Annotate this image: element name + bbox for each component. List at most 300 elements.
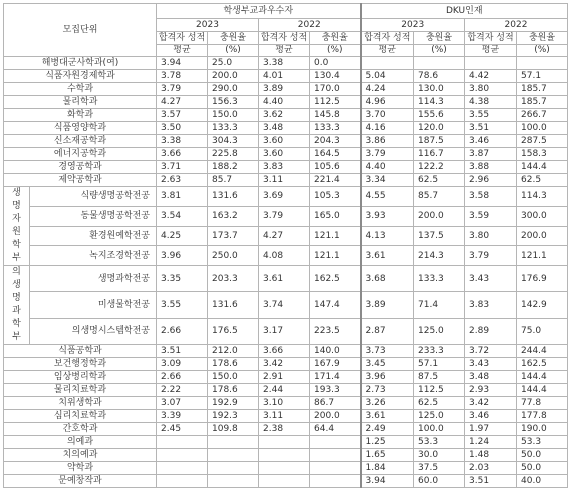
ratio-cell: 62.5 [414,397,465,410]
table-row [4,462,568,475]
score-cell: 3.42 [465,397,517,410]
score-header: 합격자 성적 [157,32,208,45]
ratio-cell: 140.0 [310,345,361,358]
score-cell: 2.66 [157,371,208,384]
table-row [4,475,568,488]
table-header [4,4,568,57]
score-cell: 3.43 [465,266,517,292]
score-header: 합격자 성적 [361,32,414,45]
score-cell: 2.96 [465,174,517,187]
score-cell: 3.51 [465,475,517,488]
ratio-cell: 156.3 [208,96,259,109]
score-cell: 1.25 [361,436,414,449]
ratio-cell: 57.1 [414,358,465,371]
score-cell: 3.09 [157,358,208,371]
group2-header: DKU인재 [361,4,568,19]
ratio-cell: 304.3 [208,135,259,148]
score-cell: 3.38 [157,135,208,148]
score-cell: 2.38 [259,423,310,436]
ratio-cell: 190.0 [517,423,568,436]
table-row [4,206,568,226]
pct-header: (%) [310,45,361,57]
table-row [4,318,568,344]
score-cell: 3.79 [157,83,208,96]
score-cell: 3.96 [157,246,208,266]
score-cell: 3.39 [157,410,208,423]
score-cell: 2.49 [361,423,414,436]
score-header: 합격자 성적 [465,32,517,45]
ratio-cell: 114.3 [517,187,568,207]
admission-results-table-wrap [3,3,568,488]
score-cell: 3.38 [259,57,310,70]
ratio-cell: 137.5 [414,226,465,246]
ratio-cell: 223.5 [310,318,361,344]
unit-name: 물리학과 [4,96,157,109]
ratio-cell: 200.0 [414,206,465,226]
avg-header: 평균 [259,45,310,57]
ratio-cell: 200.0 [517,226,568,246]
ratio-cell: 25.0 [208,57,259,70]
table-row [4,449,568,462]
ratio-cell: 121.1 [517,246,568,266]
score-header: 합격자 성적 [259,32,310,45]
ratio-cell: 130.0 [414,83,465,96]
unit-name: 치의예과 [4,449,157,462]
ratio-cell: 100.0 [414,423,465,436]
ratio-cell: 188.2 [208,161,259,174]
ratio-cell: 155.6 [414,109,465,122]
unit-name: 화학과 [4,109,157,122]
ratio-cell: 192.3 [208,410,259,423]
ratio-cell [208,436,259,449]
table-row [4,109,568,122]
ratio-cell: 200.0 [208,70,259,83]
ratio-cell: 100.0 [517,122,568,135]
table-row [4,226,568,246]
ratio-cell: 85.7 [414,187,465,207]
unit-name: 신소재공학과 [4,135,157,148]
ratio-cell: 300.0 [517,206,568,226]
avg-header: 평균 [465,45,517,57]
score-cell: 3.89 [259,83,310,96]
unit-name: 식량생명공학전공 [30,187,157,207]
score-cell: 3.58 [465,187,517,207]
score-cell: 3.51 [157,345,208,358]
score-cell: 3.55 [465,109,517,122]
ratio-header: 충원율 [517,32,568,45]
table-row [4,423,568,436]
unit-name: 수학과 [4,83,157,96]
table-row [4,436,568,449]
ratio-cell: 37.5 [414,462,465,475]
score-cell: 3.10 [259,397,310,410]
unit-name: 제약공학과 [4,174,157,187]
ratio-cell: 50.0 [517,462,568,475]
score-cell: 3.11 [259,410,310,423]
ratio-cell: 122.2 [414,161,465,174]
score-cell: 2.66 [157,318,208,344]
unit-name: 심리치료학과 [4,410,157,423]
ratio-cell: 165.0 [310,206,361,226]
ratio-cell: 145.8 [310,109,361,122]
table-row [4,345,568,358]
ratio-cell: 125.0 [414,318,465,344]
ratio-cell: 86.7 [310,397,361,410]
score-cell: 3.72 [465,345,517,358]
ratio-cell: 85.7 [208,174,259,187]
score-cell: 4.96 [361,96,414,109]
ratio-cell: 77.8 [517,397,568,410]
score-cell: 3.79 [465,246,517,266]
score-cell: 3.48 [465,371,517,384]
ratio-cell [310,449,361,462]
ratio-cell: 185.7 [517,83,568,96]
ratio-cell: 131.6 [208,292,259,318]
ratio-cell: 170.0 [310,83,361,96]
score-cell: 3.11 [259,174,310,187]
ratio-cell: 130.4 [310,70,361,83]
ratio-cell: 125.0 [414,410,465,423]
ratio-cell: 144.4 [517,161,568,174]
ratio-cell [414,57,465,70]
ratio-cell: 105.6 [310,161,361,174]
score-cell [157,449,208,462]
unit-name: 환경원예학전공 [30,226,157,246]
group2-year-2023: 2023 [361,19,465,32]
ratio-cell: 214.3 [414,246,465,266]
table-row [4,371,568,384]
score-cell: 3.80 [465,83,517,96]
score-cell: 4.08 [259,246,310,266]
score-cell: 3.57 [157,109,208,122]
score-cell: 3.69 [259,187,310,207]
table-row [4,83,568,96]
score-cell: 3.66 [157,148,208,161]
ratio-cell: 167.9 [310,358,361,371]
unit-name: 동물생명공학전공 [30,206,157,226]
unit-name: 간호학과 [4,423,157,436]
score-cell: 4.38 [465,96,517,109]
score-cell: 1.65 [361,449,414,462]
score-cell: 3.81 [157,187,208,207]
score-cell: 2.93 [465,384,517,397]
score-cell: 1.24 [465,436,517,449]
group1-year-2022: 2022 [259,19,361,32]
score-cell: 3.86 [361,135,414,148]
unit-name: 에너지공학과 [4,148,157,161]
group1-header: 학생부교과우수자 [157,4,361,19]
score-cell [157,462,208,475]
group-label: 의생명과학부 [4,266,30,345]
ratio-cell [208,475,259,488]
ratio-header: 충원율 [414,32,465,45]
score-cell: 4.40 [259,96,310,109]
ratio-cell: 162.5 [517,358,568,371]
score-cell: 3.94 [361,475,414,488]
ratio-cell [208,449,259,462]
ratio-cell: 116.7 [414,148,465,161]
ratio-cell: 193.3 [310,384,361,397]
ratio-cell [517,57,568,70]
ratio-cell: 171.4 [310,371,361,384]
unit-name: 치위생학과 [4,397,157,410]
ratio-cell: 75.0 [517,318,568,344]
score-cell: 3.71 [157,161,208,174]
table-body [4,57,568,488]
score-cell: 3.46 [465,135,517,148]
unit-name: 물리치료학과 [4,384,157,397]
score-cell: 4.42 [465,70,517,83]
score-cell: 3.60 [259,135,310,148]
ratio-cell: 192.9 [208,397,259,410]
unit-name: 식품공학과 [4,345,157,358]
table-row [4,384,568,397]
ratio-cell: 147.4 [310,292,361,318]
ratio-cell: 112.5 [414,384,465,397]
ratio-cell: 200.0 [310,410,361,423]
score-cell: 3.93 [361,206,414,226]
score-cell: 3.83 [465,292,517,318]
ratio-cell: 244.4 [517,345,568,358]
avg-header: 평균 [157,45,208,57]
ratio-cell: 30.0 [414,449,465,462]
ratio-cell: 87.5 [414,371,465,384]
score-cell: 2.63 [157,174,208,187]
score-cell: 3.55 [157,292,208,318]
score-cell: 3.68 [361,266,414,292]
admission-results-table [3,3,568,488]
ratio-cell: 144.4 [517,371,568,384]
ratio-cell: 62.5 [517,174,568,187]
pct-header: (%) [414,45,465,57]
score-cell: 2.91 [259,371,310,384]
ratio-cell: 204.3 [310,135,361,148]
score-cell: 2.87 [361,318,414,344]
group2-year-2022: 2022 [465,19,568,32]
unit-name: 녹지조경학전공 [30,246,157,266]
unit-name: 해병대군사학과(여) [4,57,157,70]
ratio-cell: 142.9 [517,292,568,318]
score-cell: 3.54 [157,206,208,226]
ratio-cell: 53.3 [414,436,465,449]
ratio-cell: 121.1 [310,226,361,246]
table-row [4,174,568,187]
table-row [4,266,568,292]
group1-year-2023: 2023 [157,19,259,32]
score-cell: 3.73 [361,345,414,358]
score-cell [157,436,208,449]
score-cell [259,462,310,475]
ratio-cell: 178.6 [208,358,259,371]
score-cell: 4.25 [157,226,208,246]
ratio-cell: 173.7 [208,226,259,246]
score-cell: 2.73 [361,384,414,397]
score-cell: 2.03 [465,462,517,475]
score-cell: 4.27 [157,96,208,109]
unit-name: 의예과 [4,436,157,449]
score-cell: 3.46 [465,410,517,423]
avg-header: 평균 [361,45,414,57]
score-cell: 4.40 [361,161,414,174]
unit-header: 모집단위 [4,4,157,57]
ratio-cell: 266.7 [517,109,568,122]
score-cell: 3.78 [157,70,208,83]
score-cell [361,57,414,70]
score-cell: 4.27 [259,226,310,246]
unit-name: 임상병리학과 [4,371,157,384]
score-cell: 3.66 [259,345,310,358]
score-cell: 3.42 [259,358,310,371]
unit-name: 식품자원경제학과 [4,70,157,83]
table-row [4,187,568,207]
score-cell [259,449,310,462]
ratio-cell: 162.5 [310,266,361,292]
score-cell: 3.94 [157,57,208,70]
table-row [4,410,568,423]
unit-name: 의생명시스템학전공 [30,318,157,344]
score-cell: 3.61 [259,266,310,292]
table-row [4,70,568,83]
score-cell: 3.87 [465,148,517,161]
ratio-cell: 78.6 [414,70,465,83]
ratio-cell: 176.9 [517,266,568,292]
score-cell: 2.89 [465,318,517,344]
score-cell: 3.88 [465,161,517,174]
score-cell: 4.01 [259,70,310,83]
unit-name: 경영공학과 [4,161,157,174]
ratio-cell: 133.3 [208,122,259,135]
score-cell: 1.97 [465,423,517,436]
ratio-cell [310,475,361,488]
ratio-cell: 0.0 [310,57,361,70]
score-cell [465,57,517,70]
ratio-cell: 250.0 [208,246,259,266]
unit-name: 약학과 [4,462,157,475]
score-cell: 3.61 [361,246,414,266]
ratio-cell: 57.1 [517,70,568,83]
ratio-cell: 112.5 [310,96,361,109]
score-cell: 5.04 [361,70,414,83]
table-row [4,57,568,70]
score-cell: 3.59 [465,206,517,226]
score-cell: 3.48 [259,122,310,135]
score-cell: 1.84 [361,462,414,475]
score-cell: 3.89 [361,292,414,318]
ratio-cell: 221.4 [310,174,361,187]
score-cell: 3.43 [465,358,517,371]
ratio-cell: 178.6 [208,384,259,397]
score-cell: 3.74 [259,292,310,318]
ratio-cell: 120.0 [414,122,465,135]
table-row [4,96,568,109]
unit-name: 보건행정학과 [4,358,157,371]
ratio-cell: 150.0 [208,109,259,122]
ratio-cell: 109.8 [208,423,259,436]
unit-name: 식품영양학과 [4,122,157,135]
score-cell: 2.44 [259,384,310,397]
score-cell [259,475,310,488]
score-cell: 3.61 [361,410,414,423]
ratio-cell: 60.0 [414,475,465,488]
ratio-cell: 40.0 [517,475,568,488]
unit-name: 문예창작과 [4,475,157,488]
ratio-cell: 133.3 [414,266,465,292]
table-row [4,397,568,410]
ratio-cell: 133.3 [310,122,361,135]
score-cell: 3.62 [259,109,310,122]
score-cell: 3.96 [361,371,414,384]
score-cell: 2.45 [157,423,208,436]
score-cell: 3.45 [361,358,414,371]
score-cell: 1.48 [465,449,517,462]
ratio-cell: 131.6 [208,187,259,207]
ratio-cell: 177.8 [517,410,568,423]
score-cell: 4.16 [361,122,414,135]
score-cell: 3.83 [259,161,310,174]
score-cell [259,436,310,449]
unit-name: 미생물학전공 [30,292,157,318]
table-row [4,148,568,161]
ratio-cell: 290.0 [208,83,259,96]
ratio-cell: 185.7 [517,96,568,109]
table-row [4,246,568,266]
ratio-cell: 233.3 [414,345,465,358]
score-cell [157,475,208,488]
ratio-cell: 176.5 [208,318,259,344]
score-cell: 3.80 [465,226,517,246]
ratio-cell: 64.4 [310,423,361,436]
pct-header: (%) [517,45,568,57]
table-row [4,122,568,135]
ratio-cell: 187.5 [414,135,465,148]
score-cell: 3.79 [259,206,310,226]
ratio-cell: 164.5 [310,148,361,161]
ratio-cell: 114.3 [414,96,465,109]
ratio-cell: 105.3 [310,187,361,207]
score-cell: 3.17 [259,318,310,344]
table-row [4,135,568,148]
score-cell: 4.13 [361,226,414,246]
group-label: 생명자원학부 [4,187,30,266]
score-cell: 2.22 [157,384,208,397]
ratio-cell: 144.4 [517,384,568,397]
ratio-cell: 71.4 [414,292,465,318]
ratio-cell: 225.8 [208,148,259,161]
ratio-cell: 287.5 [517,135,568,148]
unit-name: 생명과학전공 [30,266,157,292]
ratio-cell: 158.3 [517,148,568,161]
ratio-cell: 150.0 [208,371,259,384]
ratio-cell: 203.3 [208,266,259,292]
score-cell: 3.50 [157,122,208,135]
ratio-cell: 212.0 [208,345,259,358]
score-cell: 3.70 [361,109,414,122]
score-cell: 3.79 [361,148,414,161]
score-cell: 3.35 [157,266,208,292]
score-cell: 3.07 [157,397,208,410]
table-row [4,358,568,371]
table-row [4,292,568,318]
score-cell: 4.24 [361,83,414,96]
score-cell: 3.60 [259,148,310,161]
ratio-header: 충원율 [208,32,259,45]
score-cell: 4.55 [361,187,414,207]
score-cell: 3.34 [361,174,414,187]
score-cell: 3.26 [361,397,414,410]
ratio-cell: 53.3 [517,436,568,449]
ratio-cell: 121.1 [310,246,361,266]
ratio-cell [208,462,259,475]
